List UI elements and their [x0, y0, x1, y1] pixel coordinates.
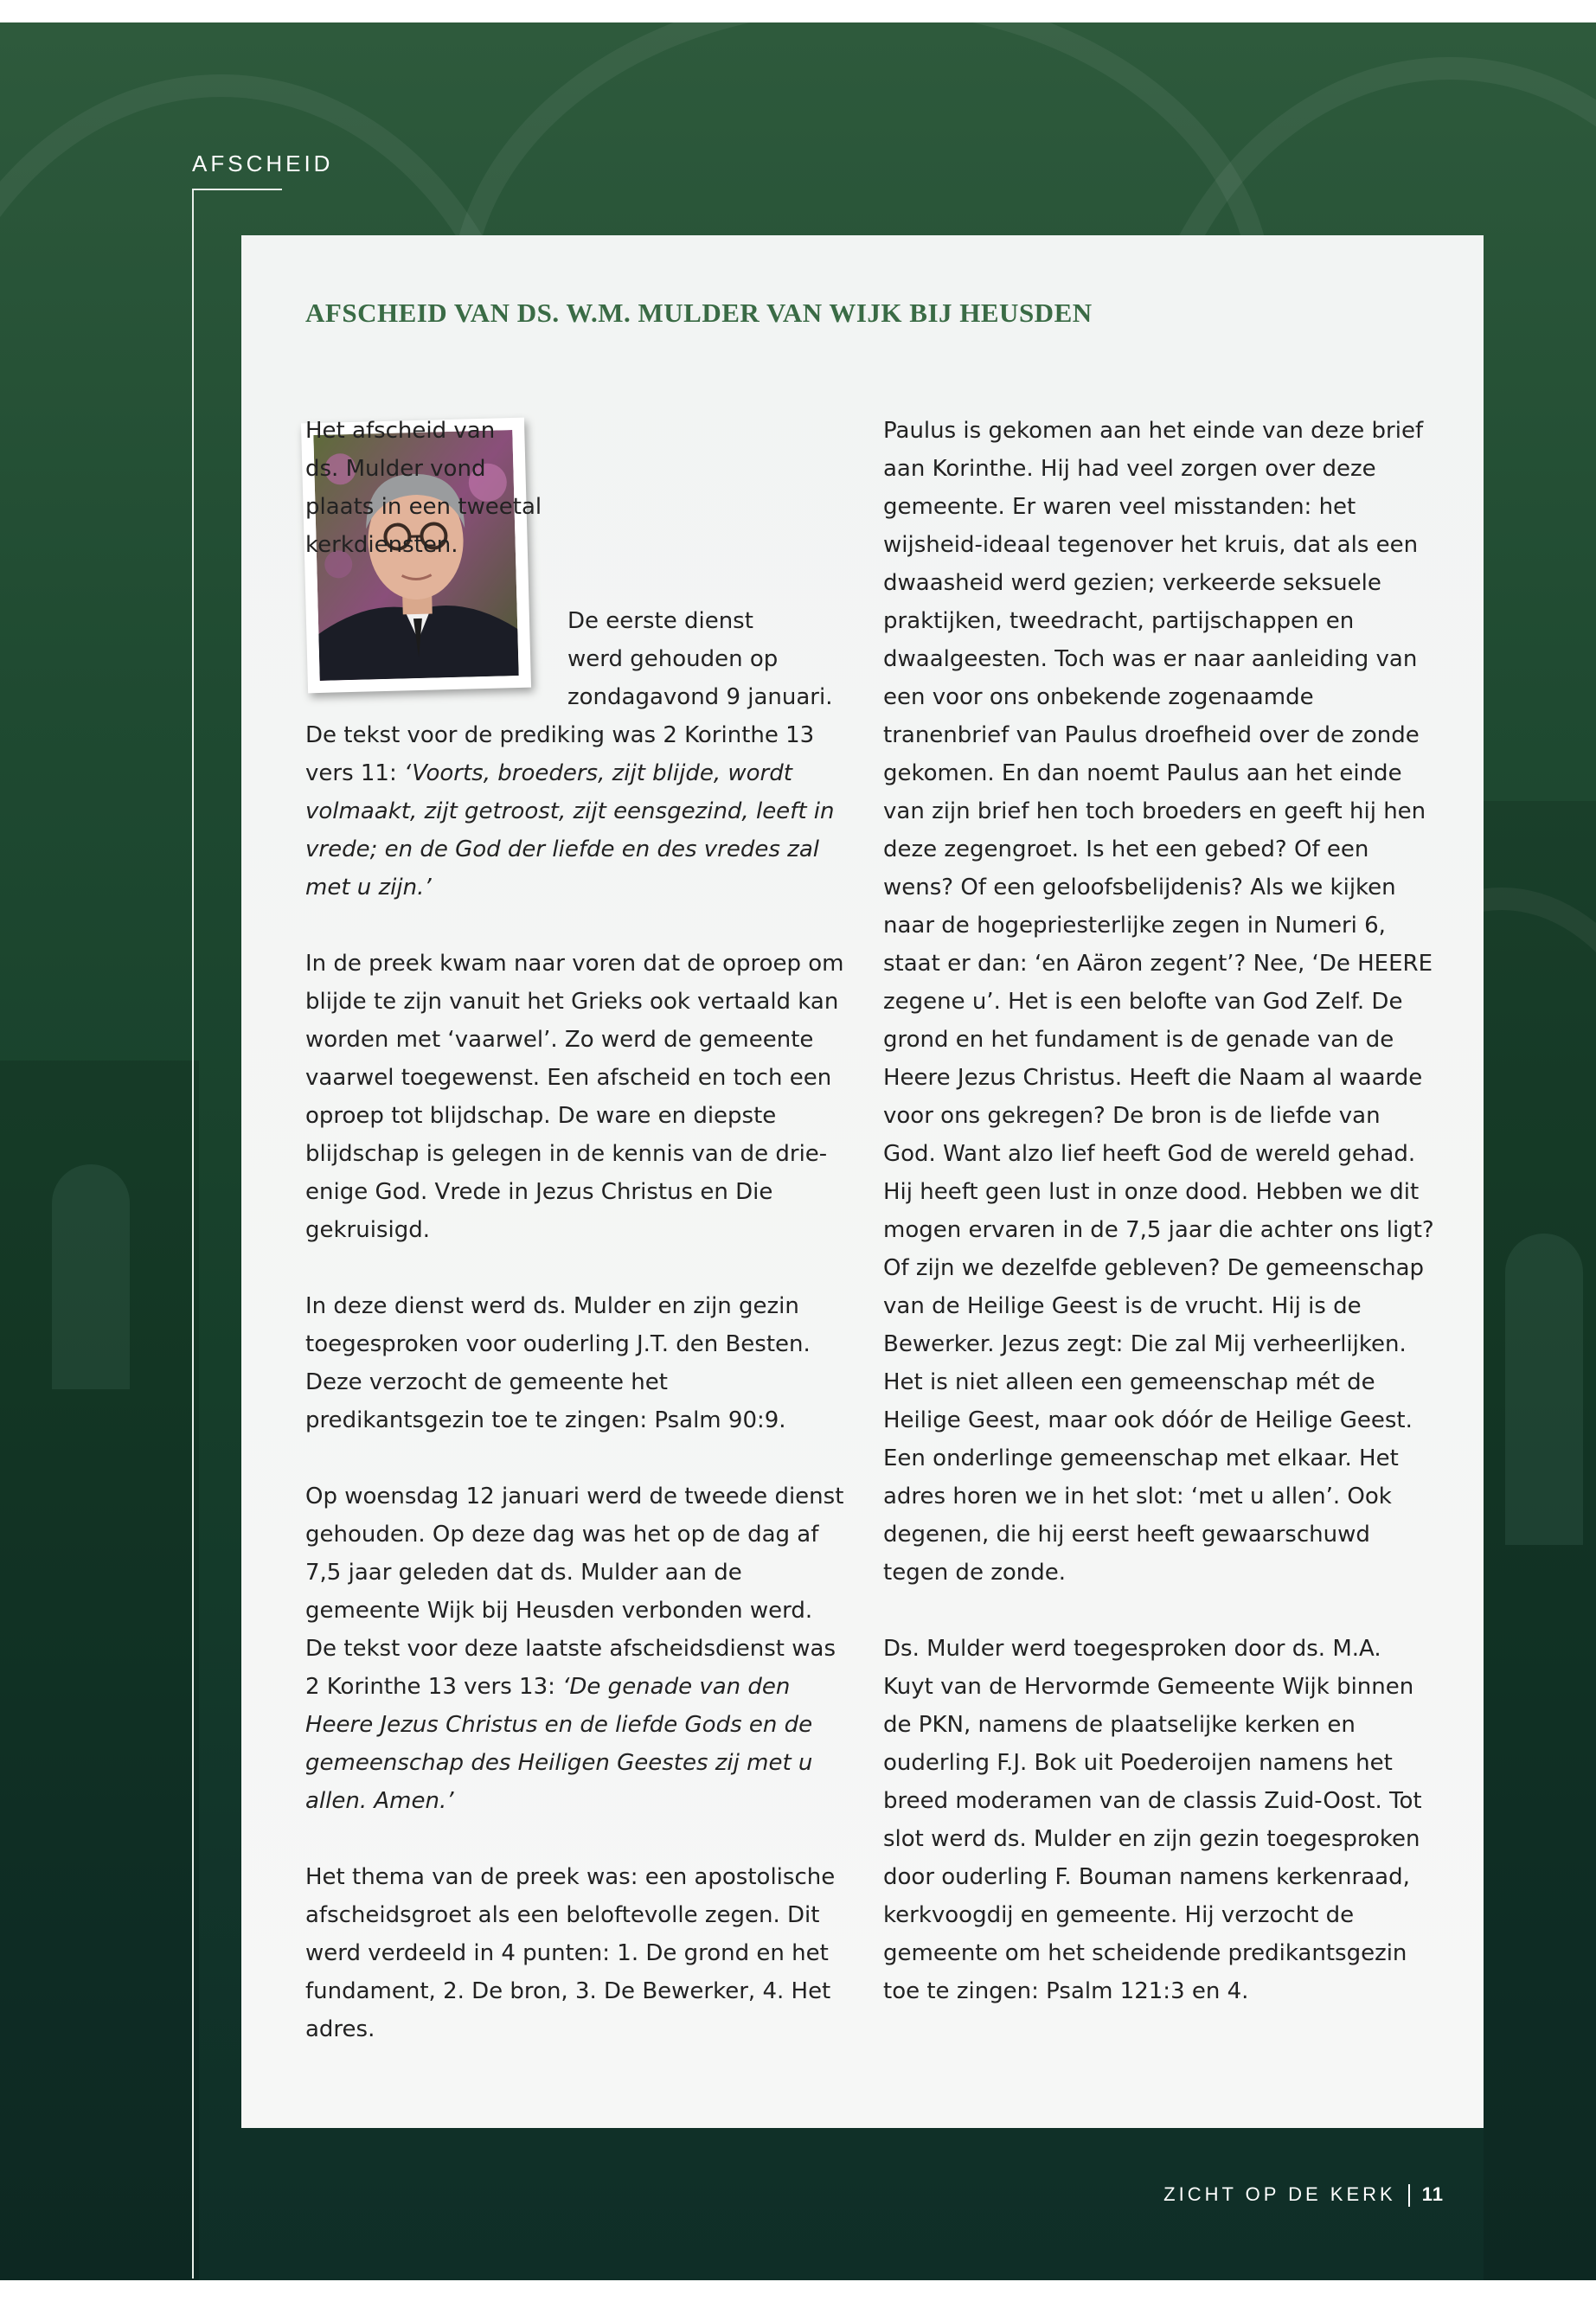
publication-name: ZICHT OP DE KERK: [1163, 2183, 1396, 2205]
footer-divider: [1408, 2184, 1410, 2207]
paragraph-first-service: De eerste dienst werd gehouden op zondagavond 9 januari. De tekst voor de prediking was 2 Korinthe 13 vers 11: ‘Voorts, broeders, zijt blijde, wordt volmaakt, zijt getroost, zijt eensgezind, leeft in vrede; en de God der liefde en des vredes zal met u zijn.’: [305, 608, 835, 901]
paragraph-paulus: Paulus is gekomen aan het einde van deze brief aan Korinthe. Hij had veel zorgen over deze gemeente. Er waren veel misstanden: het wijsheid-ideaal tegenover het kruis, dat als een dwaasheid werd gezien; verkeerde seksuele praktijken, tweedracht, partijschappen en dwaalgeesten. Toch was er naar aanleiding van een voor ons onbekende zogenaamde tranenbrief van Paulus droefheid over de zonde gekomen. En dan noemt Paulus aan het einde van zijn brief hen toch broeders en geeft hij hen deze zegengroet. Is het een gebed? Of een wens? Of een geloofsbelijdenis? Als we kijken naar de hogepriesterlijke zegen in Numeri 6, staat er dan: ‘en Aäron zegent’? Nee, ‘De HEERE zegene u’. Het is een belofte van God Zelf. De grond en het fundament is de genade van de Heere Jezus Christus. Heeft die Naam al waarde voor ons gekregen? De bron is de liefde van God. Want alzo lief heeft God de wereld gehad. Hij heeft geen lust in onze dood. Hebben we dit mogen ervaren in de 7,5 jaar die achter ons ligt? Of zijn we dezelfde gebleven? De gemeenschap van de Heilige Geest is de vrucht. Hij is de Bewerker. Jezus zegt: Die zal Mij verheerlijken. Het is niet alleen een gemeenschap mét de Heilige Geest, maar ook dóór de Heilige Geest. Een onderlinge gemeenschap met elkaar. Het adres horen we in het slot: ‘met u allen’. Ook degenen, die hij eerst heeft gewaarschuwd tegen de zonde.: [883, 418, 1434, 1586]
article-column-left: [305, 412, 846, 2086]
paragraph-second-service: Op woensdag 12 januari werd de tweede dienst gehouden. Op deze dag was het op de dag af 7,5 jaar geleden dat ds. Mulder aan de gemeente Wijk bij Heusden verbonden werd. De tekst voor deze laatste afscheidsdienst was 2 Korinthe 13 vers 13: ‘De genade van den Heere Jezus Christus en de liefde Gods en de gemeenschap des Heiligen Geestes zij met u allen. Amen.’: [305, 1484, 844, 1814]
article-column-right: [883, 412, 1437, 2048]
page-number: 11: [1421, 2183, 1444, 2205]
paragraph-farewell-speeches: Ds. Mulder werd toegesproken door ds. M.A. Kuyt van de Hervormde Gemeente Wijk binnen de PKN, namens de plaatselijke kerken en ouderling F.J. Bok uit Poederoijen namens het breed moderamen van de classis Zuid-Oost. Tot slot werd ds. Mulder en zijn gezin toegesproken door ouderling F. Bouman namens kerkenraad, kerkvoogdij en gemeente. Hij verzocht de gemeente om het scheidende predikantsgezin toe te zingen: Psalm 121:3 en 4.: [883, 1636, 1422, 2004]
paragraph-sermon: In de preek kwam naar voren dat de oproep om blijde te zijn vanuit het Grieks ook vertaald kan worden met ‘vaarwel’. Zo werd de gemeente vaarwel toegewenst. Een afscheid en toch een oproep tot blijdschap. De ware en diepste blijdschap is gelegen in de kennis van de drie-enige God. Vrede in Jezus Christus en Die gekruisigd.: [305, 951, 844, 1243]
paragraph-theme: Het thema van de preek was: een apostolische afscheidsgroet als een beloftevolle zegen. Dit werd verdeeld in 4 punten: 1. De grond en het fundament, 2. De bron, 3. De Bewerker, 4. Het adres.: [305, 1864, 836, 2042]
paragraph-intro: Het afscheid van ds. Mulder vond plaats in een tweetal kerkdiensten.: [305, 418, 542, 558]
section-label: AFSCHEID: [192, 151, 334, 176]
page-footer: [1163, 2183, 1444, 2207]
decorative-rule-vertical: [192, 189, 194, 2279]
article-headline: AFSCHEID VAN DS. W.M. MULDER VAN WIJK BIJ HEUSDEN: [305, 298, 1093, 328]
decorative-rule-horizontal: [192, 189, 282, 190]
paragraph-address-first: In deze dienst werd ds. Mulder en zijn gezin toegesproken voor ouderling J.T. den Besten. Deze verzocht de gemeente het predikantsgezin toe te zingen: Psalm 90:9.: [305, 1293, 811, 1433]
